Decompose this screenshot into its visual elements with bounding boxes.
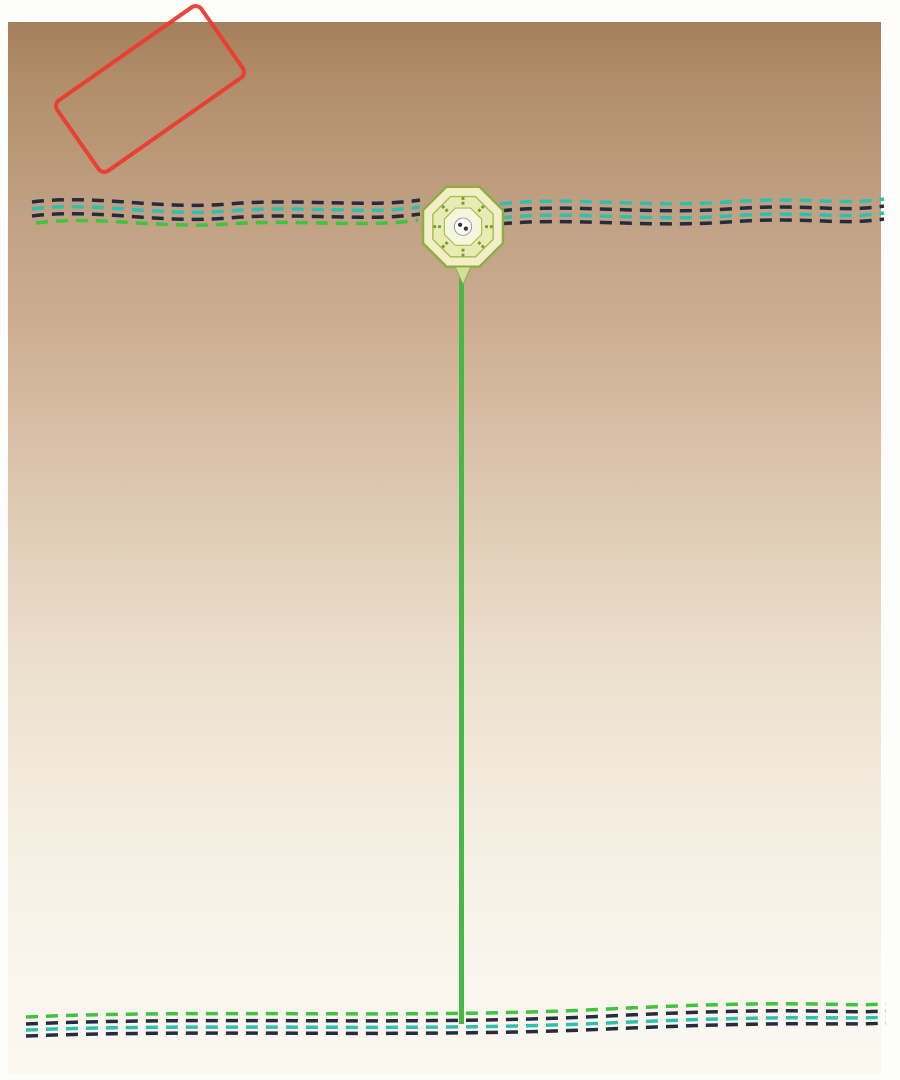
bottom-wavy-divider [8, 997, 900, 1045]
page-background [8, 22, 881, 1074]
bagua-emblem-icon [415, 176, 511, 288]
left-column [38, 332, 88, 454]
stamp-label [138, 80, 163, 97]
zodiac-roulette-wheel [223, 264, 483, 524]
right-column [487, 323, 531, 450]
page-title [196, 46, 788, 67]
authenticity-stamp [50, 1, 249, 178]
column-divider-line [459, 236, 464, 1024]
